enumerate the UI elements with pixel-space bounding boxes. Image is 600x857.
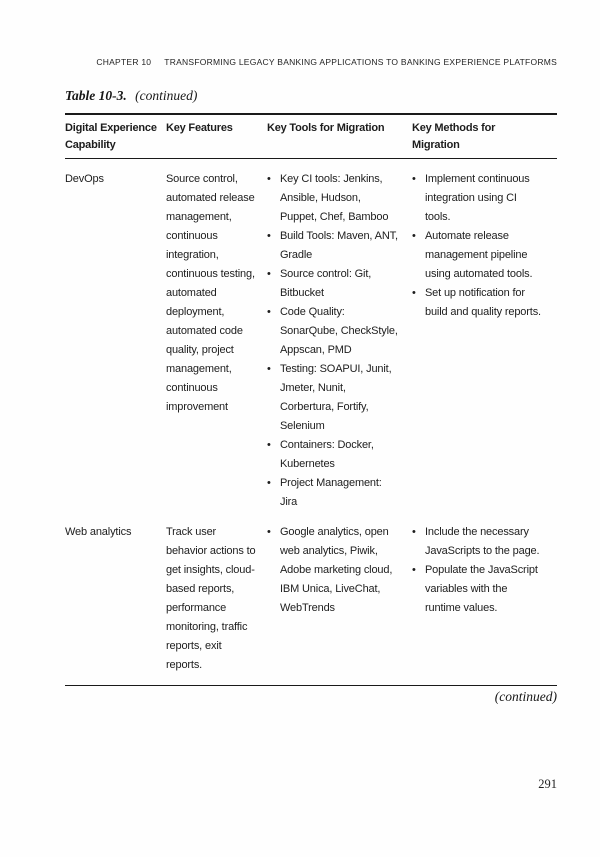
table-title-note: (continued) [135,88,198,103]
list-item [267,170,399,227]
list-item [412,523,544,561]
list-item [412,227,544,284]
bullet-icon: • [267,268,271,280]
bullet-icon: • [267,477,271,489]
cell-key-tools [267,170,412,512]
table-row [65,159,557,512]
bullet-icon: • [267,173,271,185]
list-item-text: Project Management: Jira [280,477,382,508]
list-item-text: Set up notification for build and quality reports. [425,287,541,318]
list-item [412,561,544,618]
list-item [267,474,399,512]
bullet-icon: • [267,439,271,451]
column-header-key-tools-for-migration: Key Tools for Migration [267,122,385,134]
cell-key-tools [267,523,412,675]
list-item-text: Code Quality: SonarQube, CheckStyle, Appscan, PMD [280,306,398,356]
list-item [267,265,399,303]
table-body [65,159,557,685]
bullet-icon: • [412,287,416,299]
cell-capability: DevOps [65,173,104,185]
table-header-row [65,115,557,159]
running-head [65,57,557,67]
list-item-text: Testing: SOAPUI, Junit, Jmeter, Nunit, Corbertura, Fortify, Selenium [280,363,392,432]
list-item-text: Containers: Docker, Kubernetes [280,439,374,470]
list-item-text: Implement continuous integration using CI tools. [425,173,530,223]
list-item-text: Automate release management pipeline using automated tools. [425,230,533,280]
cell-key-methods [412,523,557,675]
list-item-text: Google analytics, open web analytics, Piwik, Adobe marketing cloud, IBM Unica, LiveChat, WebTrends [280,526,393,614]
list-item [412,284,544,322]
cell-capability: Web analytics [65,526,132,538]
chapter-title: TRANSFORMING LEGACY BANKING APPLICATIONS TO BANKING EXPERIENCE PLATFORMS [164,57,557,67]
continued-note: (continued) [494,689,557,704]
bullet-icon: • [267,526,271,538]
column-header-key-features: Key Features [166,122,233,134]
bullet-icon: • [412,230,416,242]
list-item [267,303,399,360]
bullet-icon: • [267,230,271,242]
column-header-key-methods-for-migration: Key Methods for Migration [412,122,496,151]
list-item-text: Include the necessary JavaScripts to the page. [425,526,540,557]
bullet-icon: • [267,306,271,318]
table-title: Table 10-3. [65,88,127,103]
list-item [412,170,544,227]
column-header-digital-experience-capability: Digital Experience Capability [65,122,157,151]
cell-key-features: Track user behavior actions to get insights, cloud-based reports, performance monitoring, traffic reports, exit reports. [166,526,256,671]
list-item-text: Populate the JavaScript variables with the runtime values. [425,564,538,614]
bullet-icon: • [412,564,416,576]
cell-key-methods [412,170,557,512]
bullet-icon: • [267,363,271,375]
list-item-text: Source control: Git, Bitbucket [280,268,372,299]
table-caption [65,88,557,104]
list-item [267,360,399,436]
bullet-icon: • [412,173,416,185]
cell-key-features: Source control, automated release management, continuous integration, continuous testing, automated deployment, automated code quality, project management, continuous improvement [166,173,255,413]
list-item-text: Build Tools: Maven, ANT, Gradle [280,230,398,261]
page-number: 291 [538,777,557,791]
list-item-text: Key CI tools: Jenkins, Ansible, Hudson, Puppet, Chef, Bamboo [280,173,389,223]
list-item [267,227,399,265]
bullet-icon: • [412,526,416,538]
chapter-label: CHAPTER 10 [96,57,152,67]
table-row [65,512,557,675]
table [65,113,557,686]
list-item [267,523,399,618]
list-item [267,436,399,474]
